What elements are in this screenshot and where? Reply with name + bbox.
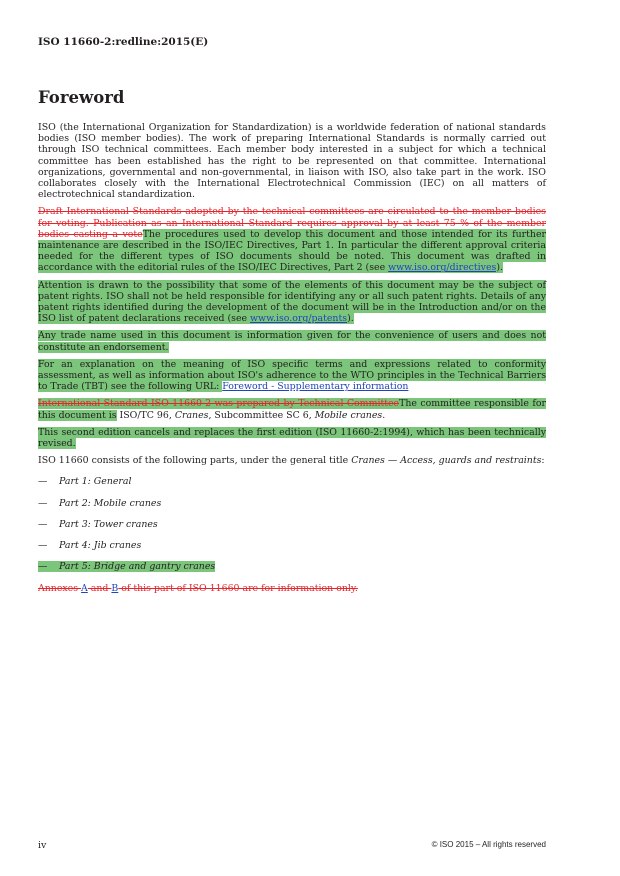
committee-text: ISO/TC 96, [116,409,175,421]
inserted-text: Attention is drawn to the possibility that some of the elements of this document may be the subject of patent rights. ISO shall not be held responsible for identifying any or all such patent rights. Details of any patent rights identified during the development of the document will be in the Introduction and/or on the ISO list of patent declarations received (see [38,279,546,325]
list-dash: — [38,476,48,488]
deleted-text: International Standard ISO 11660-2 was prepared by Technical Committee [38,398,400,410]
paragraph-patents [38,280,546,325]
list-item-part-5 [38,561,546,572]
committee-text-2: , Subcommittee SC 6, [208,409,315,421]
list-dash: — [38,540,48,552]
list-item-text: Part 5: Bridge and gantry cranes [59,561,216,573]
inserted-text: The procedures used to develop this document and those intended for its further maintenance are described in the ISO/IEC Directives, Part 1. In particular the different approval criteria needed for the different types of ISO documents should be noted. This document was drafted in accordance with the editorial rules of the ISO/IEC Directives, Part 2 (see [38,228,546,274]
list-item-part-3 [38,519,546,530]
copyright-notice: © ISO 2015 – All rights reserved [431,840,546,849]
paragraph-iso-intro: ISO (the International Organization for Standardization) is a worldwide federation of national standards bodies (ISO member bodies). The work of preparing International Standards is normally carried out through ISO technical committees. Each member body interested in a subject for which a technical committee has been established has the right to be represented on that committee. International organizations, governmental and non-governmental, in liaison with ISO, also take part in the work. ISO collaborates closely with the International Electrotechnical Commission (IEC) on all matters of electrotechnical standardization. [38,122,546,201]
foreword-body [38,122,546,600]
inserted-text-end: ). [347,313,354,325]
list-dash: — [38,561,48,573]
paragraph-conformity [38,359,546,393]
committee-text-3: . [382,409,386,421]
list-item-text: Part 1: General [59,476,132,488]
inserted-text-end: ). [496,262,503,274]
deleted-text: Draft International Standards adopted by the technical committees are circulated to the member bodies for voting. Publication as an International Standard requires approval by at least 75 % of the member bodies casting a vote [38,206,546,240]
paragraph-committee [38,398,546,420]
inserted-text: For an explanation on the meaning of ISO specific terms and expressions related to conformity assessment, as well as information about ISO's adherence to the WTO principles in the Technical Barriers to Trade (TBT) see the following URL: [38,358,546,393]
list-item-text: Part 2: Mobile cranes [59,497,162,509]
patents-link[interactable]: www.iso.org/patents [250,313,348,325]
paragraph-parts-intro [38,455,546,466]
supplementary-info-link[interactable]: Foreword - Supplementary information [222,381,409,393]
paragraph-procedures [38,206,546,273]
document-id-header: ISO 11660-2:redline:2015(E) [38,36,209,48]
list-item-text: Part 3: Tower cranes [59,518,158,530]
annex-a-link[interactable]: A [81,582,88,594]
deleted-text: Annexes [38,582,82,594]
page-title: Foreword [38,88,125,107]
deleted-text: and [87,582,112,594]
directives-link[interactable]: www.iso.org/directives [388,262,497,274]
parts-intro-text: ISO 11660 consists of the following parts, under the general title [38,455,352,467]
paragraph-annexes [38,583,546,594]
list-dash: — [38,518,48,530]
list-item-part-1 [38,476,546,487]
list-item-text: Part 4: Jib cranes [59,540,142,552]
general-title: Cranes — Access, guards and restraints [351,455,542,467]
paragraph-trade-name [38,330,546,352]
deleted-text: of this part of ISO 11660 are for information only. [118,582,358,594]
list-item-part-4 [38,540,546,551]
inserted-text: Any trade name used in this document is information given for the convenience of users and does not constitute an endorsement. [38,330,546,353]
paragraph-edition [38,427,546,449]
inserted-text: The committee responsible for this document is [38,398,546,421]
annex-b-link[interactable]: B [111,582,119,594]
inserted-text: This second edition cancels and replaces the first edition (ISO 11660-2:1994), which has been technically revised. [38,426,546,450]
committee-cranes: Cranes [174,409,209,421]
list-item-part-2 [38,498,546,509]
committee-mobile-cranes: Mobile cranes [314,409,383,421]
list-dash: — [38,497,48,509]
page-number: iv [38,840,47,851]
parts-intro-end: : [541,455,545,467]
